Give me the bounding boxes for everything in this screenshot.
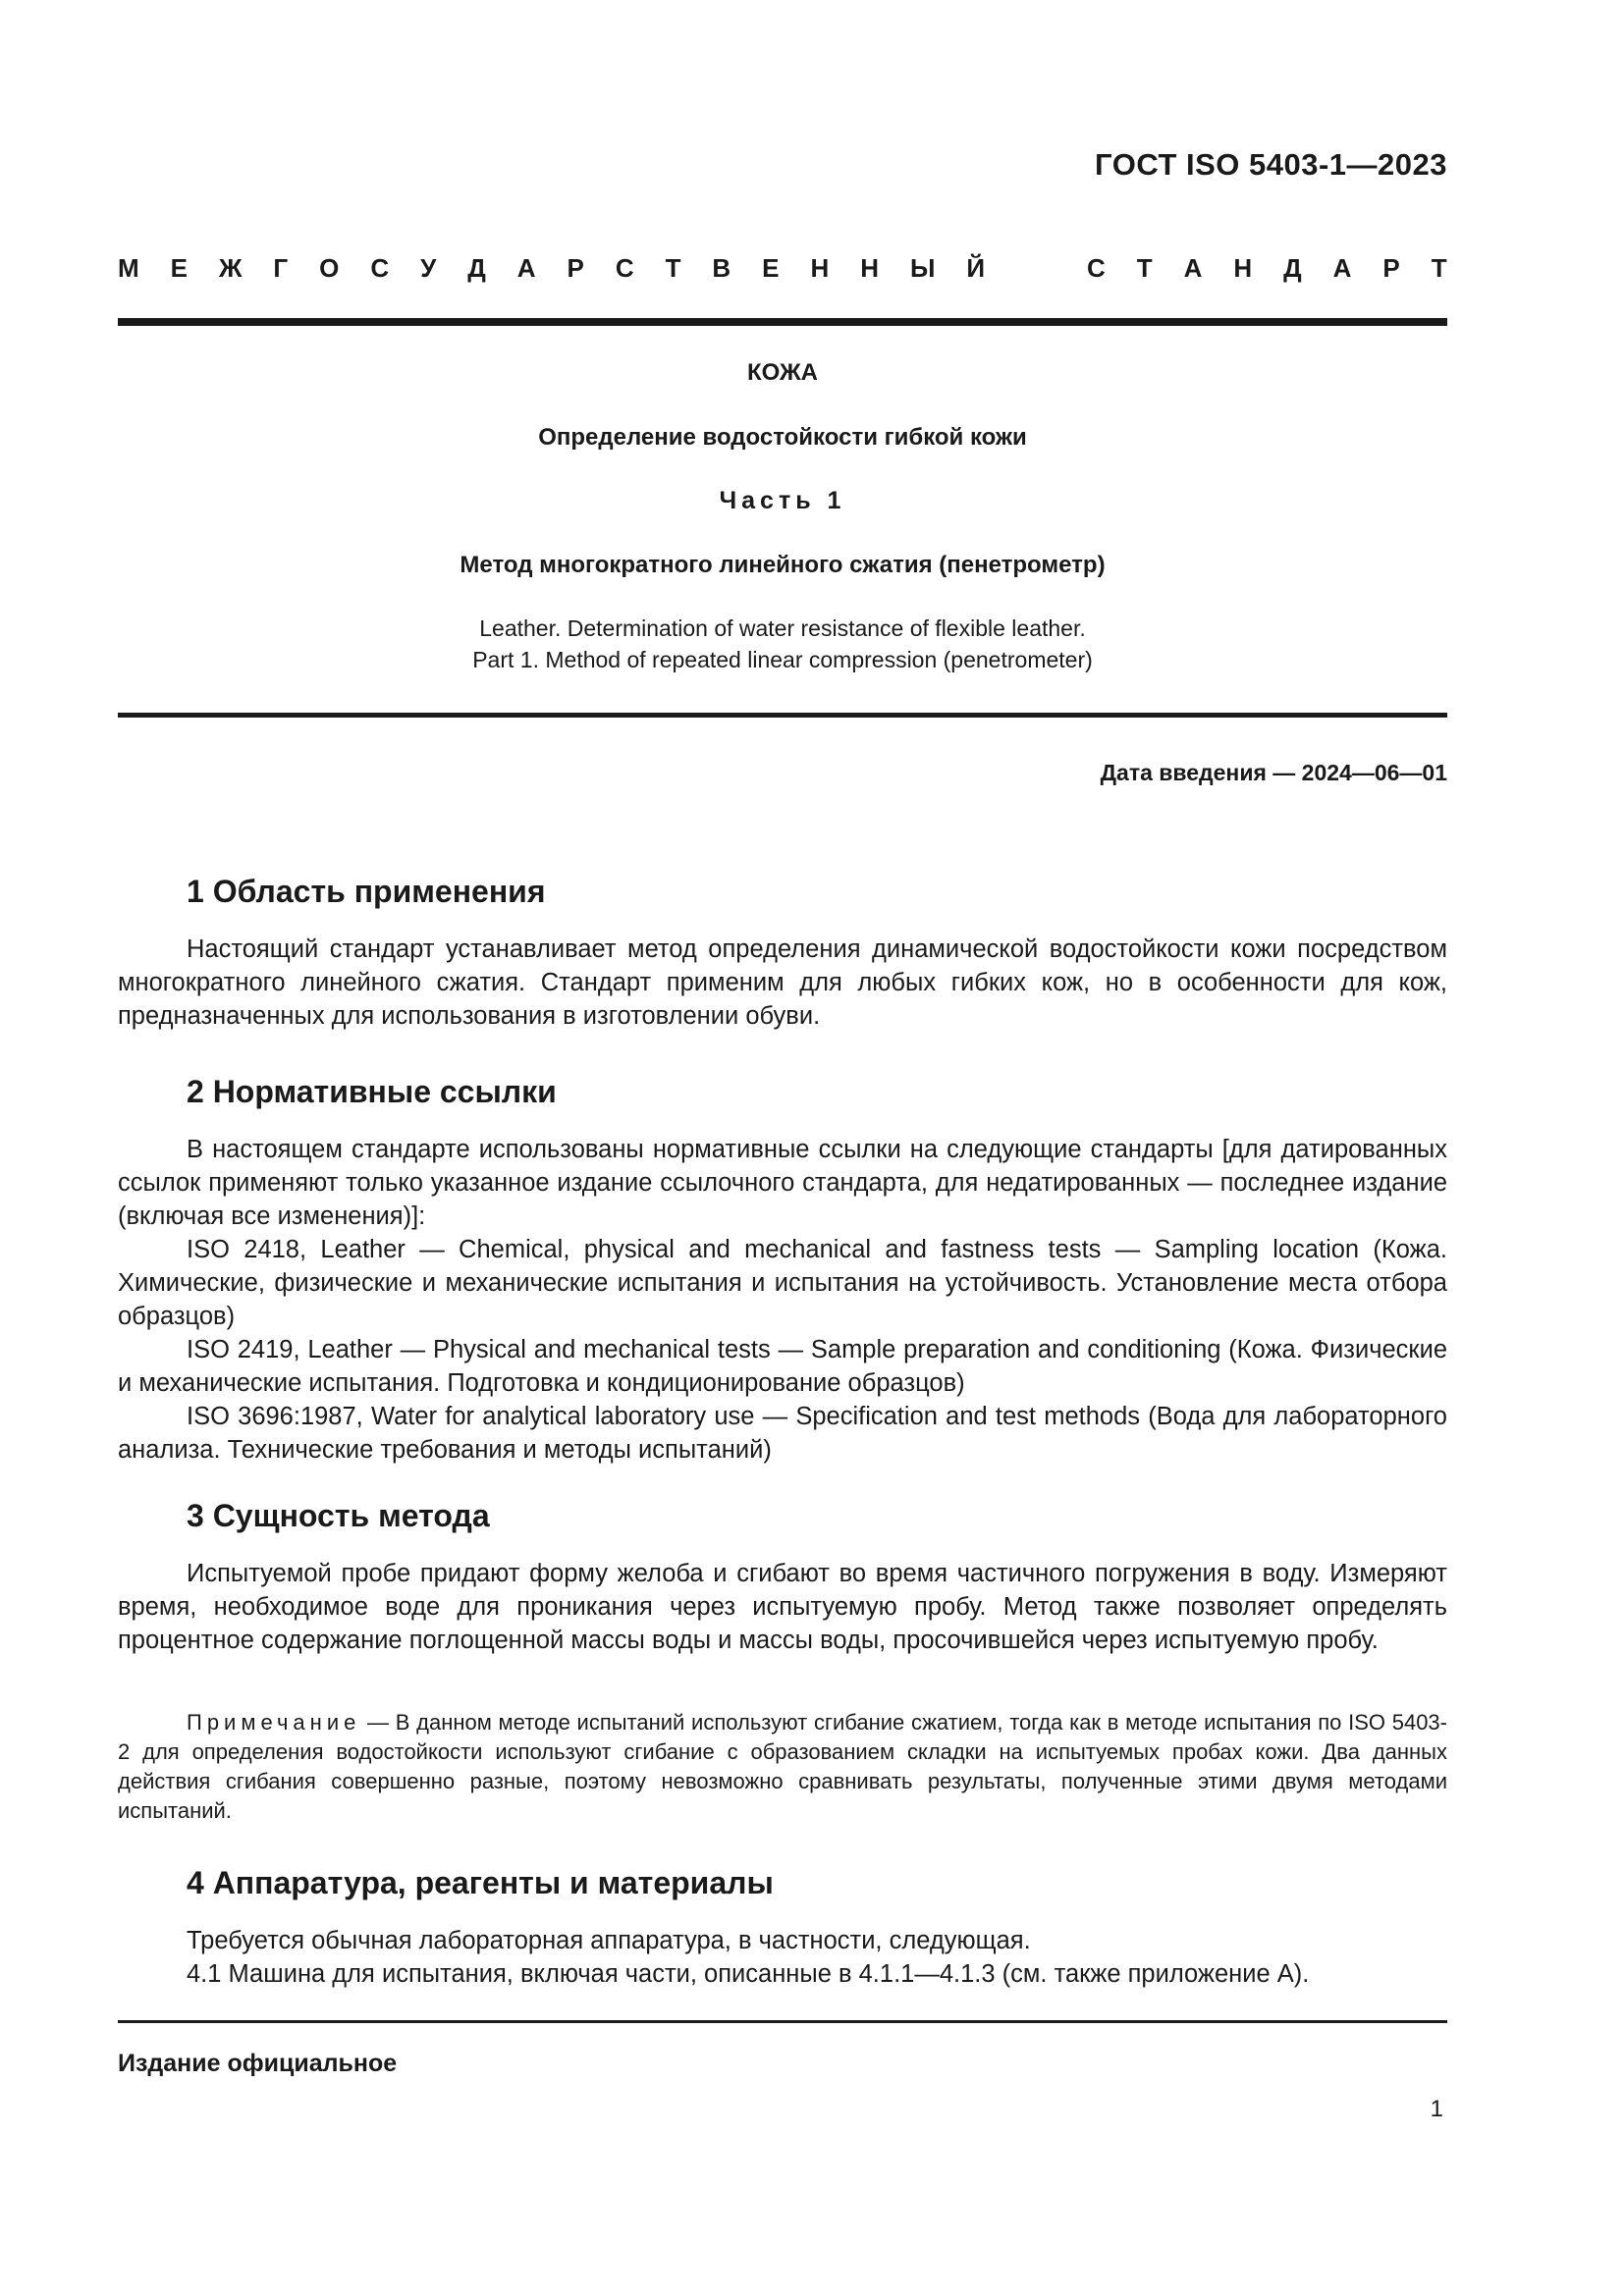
title-main: КОЖА xyxy=(746,359,819,386)
reference-item: ISO 2419, Leather — Physical and mechanical tests — Sample preparation and conditioning (Кожа. Физические и механические испытания. Подготовка и кондиционирование образцов) xyxy=(118,1336,1447,1397)
section-scope-body xyxy=(118,933,1447,1033)
title-english xyxy=(118,613,1447,675)
footer-rule xyxy=(118,2020,1447,2023)
introduction-date: Дата введения — 2024—06—01 xyxy=(1100,760,1447,785)
interstate-letter: С xyxy=(615,253,634,283)
paragraph: 4.1 Машина для испытания, включая части, описанные в 4.1.1—4.1.3 (см. также приложение А). xyxy=(187,1960,1310,1988)
paragraph: Настоящий стандарт устанавливает метод определения динамической водостойкости кожи посредством многократного линейного сжатия. Стандарт применим для любых гибких кож, но в особенности для кож, предназначенных для использования в изготовлении обуви. xyxy=(118,935,1447,1030)
interstate-letter: Й xyxy=(966,253,986,283)
section-principle-body xyxy=(118,1557,1447,1657)
document-number: ГОСТ ISO 5403-1—2023 xyxy=(1095,147,1447,182)
interstate-letter: Е xyxy=(762,253,780,283)
standard-letter: Д xyxy=(1283,253,1302,283)
interstate-standard-heading xyxy=(118,253,1447,284)
interstate-letter: Т xyxy=(665,253,681,283)
interstate-letter: С xyxy=(370,253,390,283)
section-heading-references: 2 Нормативные ссылки xyxy=(187,1074,557,1109)
header-rule xyxy=(118,318,1447,326)
interstate-letter: В xyxy=(712,253,731,283)
standard-letter: Р xyxy=(1382,253,1400,283)
title-english-line1: Leather. Determination of water resistance of flexible leather. xyxy=(479,615,1086,641)
standard-letter: А xyxy=(1183,253,1203,283)
interstate-letter: Н xyxy=(810,253,830,283)
interstate-letter: О xyxy=(319,253,340,283)
interstate-letter: Г xyxy=(273,253,289,283)
note-text: — В данном методе испытаний используют сгибание сжатием, тогда как в методе испытания по ISO 5403-2 для определения водостойкости используют сгибание с образованием складки на испытуемых пробах кожи. Два данных действия сгибания совершенно разные, поэтому невозможно сравнивать результаты, полученные этими двумя методами испытаний. xyxy=(118,1710,1447,1823)
section-heading-scope: 1 Область применения xyxy=(187,874,546,909)
title-english-line2: Part 1. Method of repeated linear compression (penetrometer) xyxy=(472,647,1093,672)
title-part: Часть 1 xyxy=(719,487,846,514)
standard-letter: Т xyxy=(1431,253,1447,283)
paragraph: Требуется обычная лабораторная аппаратура, в частности, следующая. xyxy=(187,1927,1031,1954)
standard-letter: Т xyxy=(1136,253,1153,283)
interstate-letter: Е xyxy=(170,253,188,283)
standard-letter: А xyxy=(1332,253,1352,283)
title-subject: Определение водостойкости гибкой кожи xyxy=(538,424,1027,451)
section-apparatus-body xyxy=(118,1924,1447,1991)
interstate-letter: Н xyxy=(860,253,880,283)
interstate-letter: У xyxy=(420,253,437,283)
interstate-letter: Ж xyxy=(218,253,243,283)
section-heading-principle: 3 Сущность метода xyxy=(187,1498,490,1533)
reference-item: ISO 3696:1987, Water for analytical laboratory use — Specification and test methods (Вода для лабораторного анализа. Технические требования и методы испытаний) xyxy=(118,1403,1447,1464)
interstate-letter: Д xyxy=(467,253,486,283)
section-heading-apparatus: 4 Аппаратура, реагенты и материалы xyxy=(187,1865,774,1900)
paragraph: В настоящем стандарте использованы нормативные ссылки на следующие стандарты [для датированных ссылок применяют только указанное издание ссылочного стандарта, для недатированных — последнее издание (включая все изменения)]: xyxy=(118,1136,1447,1230)
interstate-letter: М xyxy=(118,253,139,283)
paragraph: Испытуемой пробе придают форму желоба и сгибают во время частичного погружения в воду. Измеряют время, необходимое воде для проникания через испытуемую пробу. Метод также позволяет определять процентное содержание поглощенной массы воды и массы воды, просочившейся через испытуемую пробу. xyxy=(118,1560,1447,1654)
section-references-body xyxy=(118,1133,1447,1467)
standard-letter: С xyxy=(1087,253,1106,283)
note-label: Примечание xyxy=(187,1710,361,1735)
title-method: Метод многократного линейного сжатия (пенетрометр) xyxy=(460,552,1106,578)
section-principle-note xyxy=(118,1708,1447,1826)
standard-letter: Н xyxy=(1233,253,1253,283)
interstate-letter: Ы xyxy=(909,253,936,283)
note-paragraph xyxy=(118,1708,1447,1826)
page-number: 1 xyxy=(1430,2096,1443,2122)
reference-item: ISO 2418, Leather — Chemical, physical and mechanical and fastness tests — Sampling location (Кожа. Химические, физические и механические испытания и испытания на устойчивость. Установление места отбора образцов) xyxy=(118,1236,1447,1330)
title-rule xyxy=(118,713,1447,718)
interstate-letter: А xyxy=(516,253,536,283)
official-edition-label: Издание официальное xyxy=(118,2050,398,2077)
word-gap xyxy=(1016,253,1056,284)
interstate-letter: Р xyxy=(567,253,584,283)
